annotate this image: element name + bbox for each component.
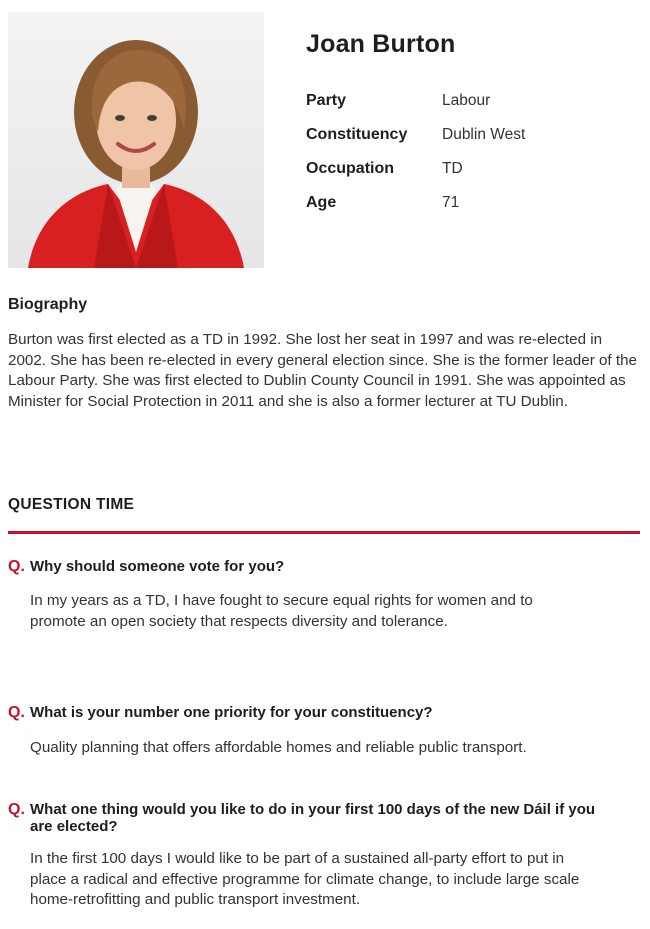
biography-heading: Biography <box>8 296 88 313</box>
fact-row-occupation <box>306 152 636 186</box>
answer-text: In my years as a TD, I have fought to secure equal rights for women and to promote an open society that respects diversity and tolerance. <box>30 592 533 630</box>
qa-item <box>8 557 640 632</box>
fact-row-constituency <box>306 118 636 152</box>
candidate-photo <box>8 12 264 268</box>
qa-item <box>8 703 640 759</box>
candidate-facts <box>306 84 636 220</box>
candidate-name: Joan Burton <box>306 30 456 58</box>
answer-text: In the first 100 days I would like to be part of a sustained all-party effort to put in place a radical and effective programme for climate change, to include large scale home-retrofitting and public transport investment. <box>30 850 580 908</box>
fact-label: Occupation <box>306 160 395 177</box>
fact-label: Constituency <box>306 126 408 143</box>
question-text: What one thing would you like to do in your first 100 days of the new Dáil if you are elected? <box>30 801 596 835</box>
question-text: Why should someone vote for you? <box>30 558 285 575</box>
question-marker: Q. <box>8 558 25 575</box>
qa-item <box>8 800 640 911</box>
fact-value: TD <box>442 160 463 177</box>
question-time-divider <box>8 531 640 534</box>
portrait-image <box>8 12 264 268</box>
fact-value: 71 <box>442 194 460 211</box>
biography-text: Burton was first elected as a TD in 1992. She lost her seat in 1997 and was re-elected in 2002. She has been re-elected in every general election since. She is the former leader of the Labour Party. She was first elected to Dublin County Council in 1991. She was appointed as Minister for Social Protection in 2011 and she is also a former lecturer at TU Dublin. <box>8 331 637 410</box>
fact-row-party <box>306 84 636 118</box>
question-line <box>8 800 640 835</box>
question-line <box>8 703 640 722</box>
question-time-heading: QUESTION TIME <box>8 496 135 513</box>
answer-text: Quality planning that offers affordable homes and reliable public transport. <box>30 739 527 756</box>
question-text: What is your number one priority for your constituency? <box>30 704 433 721</box>
fact-label: Party <box>306 92 347 109</box>
fact-label: Age <box>306 194 337 211</box>
question-marker: Q. <box>8 801 25 818</box>
fact-value: Labour <box>442 92 491 109</box>
fact-row-age <box>306 186 636 220</box>
fact-value: Dublin West <box>442 126 526 143</box>
question-marker: Q. <box>8 704 25 721</box>
question-line <box>8 557 640 576</box>
